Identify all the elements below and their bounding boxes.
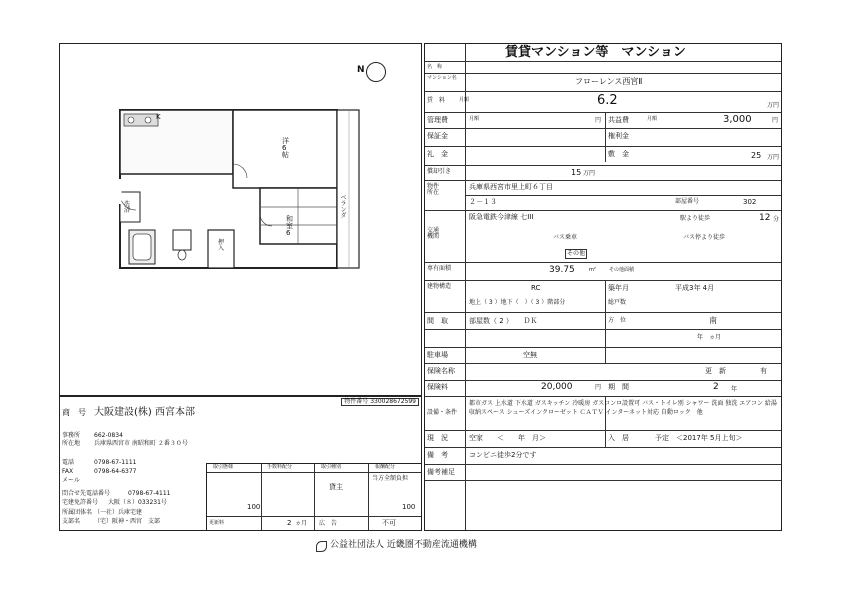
mansion-name: フローレンス西宮Ⅱ xyxy=(575,77,643,86)
transport-line: 阪急電鉄今津線 七III xyxy=(469,213,534,221)
built-value: 平成3年 4月 xyxy=(675,284,715,292)
remarks-label: 備 考 xyxy=(427,451,448,459)
built-label: 築年月 xyxy=(608,284,629,292)
agent-address: 兵庫県西宮市 南昭和町 ２番３０号 xyxy=(94,440,188,447)
structure-label: 建物構造 xyxy=(427,283,452,290)
shikikin-label: 敷 金 xyxy=(608,150,629,158)
trans-role: 貸主 xyxy=(329,483,343,491)
contact-tel: 0798-67-4111 xyxy=(128,490,171,497)
agent-frame xyxy=(59,396,422,531)
mgmt-unit: 円 xyxy=(595,117,602,124)
company-name: 大阪建設(株) 西宮本部 xyxy=(94,407,195,418)
direction-label: 方 位 xyxy=(608,317,627,324)
room-no-label: 部屋番号 xyxy=(675,198,700,205)
term-value: 2 xyxy=(713,382,719,392)
renewal-fee: 2 xyxy=(287,519,292,527)
walk-unit: 分 xyxy=(772,216,779,223)
common-fee: 3,000 xyxy=(723,114,752,125)
bus-stop-label: バス停より徒歩 xyxy=(683,234,726,241)
license-label: 宅建免許番号 xyxy=(62,499,99,506)
company-label: 商 号 xyxy=(62,408,86,417)
contact-label: 問合せ先電話番号 xyxy=(62,490,111,497)
mgmt-prefix: 月額 xyxy=(469,116,480,122)
ad-label: 広 告 xyxy=(319,520,338,527)
address-label: 所在地 xyxy=(62,440,81,447)
license-value: 大阪（８）033231号 xyxy=(108,499,167,506)
common-unit: 円 xyxy=(771,117,778,124)
rent-value: 6.2 xyxy=(597,93,618,108)
rent-unit: 万円 xyxy=(766,102,779,109)
reikin-label: 礼 金 xyxy=(427,150,448,158)
assoc-value: （一社）兵庫宅建 xyxy=(94,509,143,516)
move-in-value: 予定 ＜2017年 5月上旬＞ xyxy=(655,434,743,442)
other-label: その他 xyxy=(567,250,586,257)
insurance-fee: 20,000 xyxy=(541,382,573,392)
assoc-label: 所属団体名 xyxy=(62,509,93,516)
remarks2-label: 備考補足 xyxy=(427,468,455,476)
area-label: 専有面積 xyxy=(427,265,452,272)
floorplan-drawing xyxy=(60,44,421,395)
trans-role2: 当方全額負担 xyxy=(372,475,409,482)
floorplan-frame xyxy=(59,43,422,396)
postal-code: 662-0834 xyxy=(94,432,123,439)
common-prefix: 月額 xyxy=(647,116,658,122)
kitchen-label: K xyxy=(156,113,161,121)
key-money-label: 権利金 xyxy=(608,132,629,140)
built-age: 年 ヵ月 xyxy=(697,334,722,341)
area-unit: m² xyxy=(589,267,596,273)
shikikin-unit: 万円 xyxy=(766,154,779,161)
branch-value: （宅）阪神・西宮 支部 xyxy=(94,518,161,525)
walk-label: 駅より徒歩 xyxy=(680,215,711,222)
bus-label: バス乗車 xyxy=(553,234,578,241)
status-value: 空家 ＜ 年 月＞ xyxy=(469,434,546,442)
parking-value: 空無 xyxy=(523,351,537,359)
north-label: N xyxy=(357,65,365,75)
branch-label: 支部名 xyxy=(62,518,81,525)
common-label: 共益費 xyxy=(608,116,629,124)
shokyaku-unit: 万円 xyxy=(583,170,596,177)
term-label: 期 間 xyxy=(608,383,629,391)
trans-h2: 手数料配分 xyxy=(267,464,293,470)
shokyaku-label: 償却引き xyxy=(427,168,452,175)
rent-label: 賃 料 xyxy=(427,97,446,104)
renewal-yes: 有 xyxy=(760,367,767,375)
move-in-label: 入 居 xyxy=(608,434,629,442)
equipment-text: 都市ガス 上水道 下水道 ガスキッチン 冷暖房 ガスコンロ設置可 バス・トイレ別 シャワー 洗面 独洗 エアコン 給湯 収納スペース シューズインクローゼット ＣＡＴＶ インターネット対応 自動ロック 他 xyxy=(469,400,777,416)
veranda-label: ベランダ xyxy=(339,194,346,218)
renewal-fee-label: 更新料 xyxy=(209,520,225,526)
room-no: 302 xyxy=(743,198,757,206)
closet-label: 押 入 xyxy=(218,239,225,252)
term-unit: 年 xyxy=(731,386,738,393)
rent-prefix: 月額 xyxy=(459,97,470,103)
reg-number: 物件番号 330028672599 xyxy=(341,398,419,406)
equipment-label: 設備・条件 xyxy=(427,409,458,416)
transport-label: 交通機関 xyxy=(427,227,440,240)
tatami-label: 和室 6 xyxy=(286,215,293,237)
address-line2: ２－１３ xyxy=(469,198,497,206)
shikikin-value: 25 xyxy=(751,151,762,160)
address-label: 物件所在 xyxy=(427,183,440,196)
trans-pct1: 100 xyxy=(247,503,261,511)
trans-h1: 取引態様 xyxy=(213,464,234,470)
walk-minutes: 12 xyxy=(759,213,771,223)
shokyaku-value: 15 xyxy=(571,168,582,177)
fax-value: 0798-64-6377 xyxy=(94,468,137,475)
tel-value: 0798-67-1111 xyxy=(94,459,137,466)
name-label: 名 称 xyxy=(427,64,443,70)
property-table xyxy=(424,43,782,531)
room-label: 洋 6帖 xyxy=(282,137,289,159)
trans-pct2: 100 xyxy=(402,503,416,511)
mansion-name-label: マンション名 xyxy=(427,75,457,81)
floors-value: 地上（ 3 ）地下（ ）（ 3 ）階部分 xyxy=(469,299,566,306)
remarks-value: コンビニ徒歩2分です xyxy=(469,451,537,459)
area-other-label: その他面積 xyxy=(609,267,635,273)
trans-h4: 報酬配分 xyxy=(375,464,396,470)
layout-value: 部屋数（ 2 ） ＤＫ xyxy=(469,317,538,325)
office-label: 事務所 xyxy=(62,432,81,439)
insurance-fee-label: 保険料 xyxy=(427,383,448,391)
direction-value: 南 xyxy=(709,316,717,325)
footer-text: 公益社団法人 近畿圏不動産流通機構 xyxy=(330,540,477,550)
renewal-unit: ヵ月 xyxy=(295,520,308,527)
doc-title: 賃貸マンション等 マンション xyxy=(505,45,686,60)
parking-label: 駐車場 xyxy=(427,351,448,359)
bath-label: 洗 浴 xyxy=(124,201,131,214)
status-label: 現 況 xyxy=(427,434,448,442)
layout-label: 間 取 xyxy=(427,317,448,325)
trans-h3: 取引種別 xyxy=(321,464,342,470)
structure-value: RC xyxy=(531,284,541,292)
mail-label: メール xyxy=(62,477,80,484)
insurance-fee-unit: 円 xyxy=(595,384,602,391)
units-label: 総戸数 xyxy=(608,299,627,306)
fax-label: FAX xyxy=(62,468,74,475)
transaction-table xyxy=(206,463,422,531)
footer-logo-icon xyxy=(316,541,327,552)
deposit-label: 保証金 xyxy=(427,132,448,140)
mgmt-label: 管理費 xyxy=(427,116,448,124)
north-icon xyxy=(366,62,386,82)
tel-label: 電話 xyxy=(62,459,75,466)
insurance-label: 保険名称 xyxy=(427,367,455,375)
renewal-label: 更 新 xyxy=(705,367,726,375)
address-line1: 兵庫県西宮市里上町６丁目 xyxy=(469,183,553,191)
ad-value: 不可 xyxy=(382,519,396,527)
area-value: 39.75 xyxy=(549,265,575,275)
